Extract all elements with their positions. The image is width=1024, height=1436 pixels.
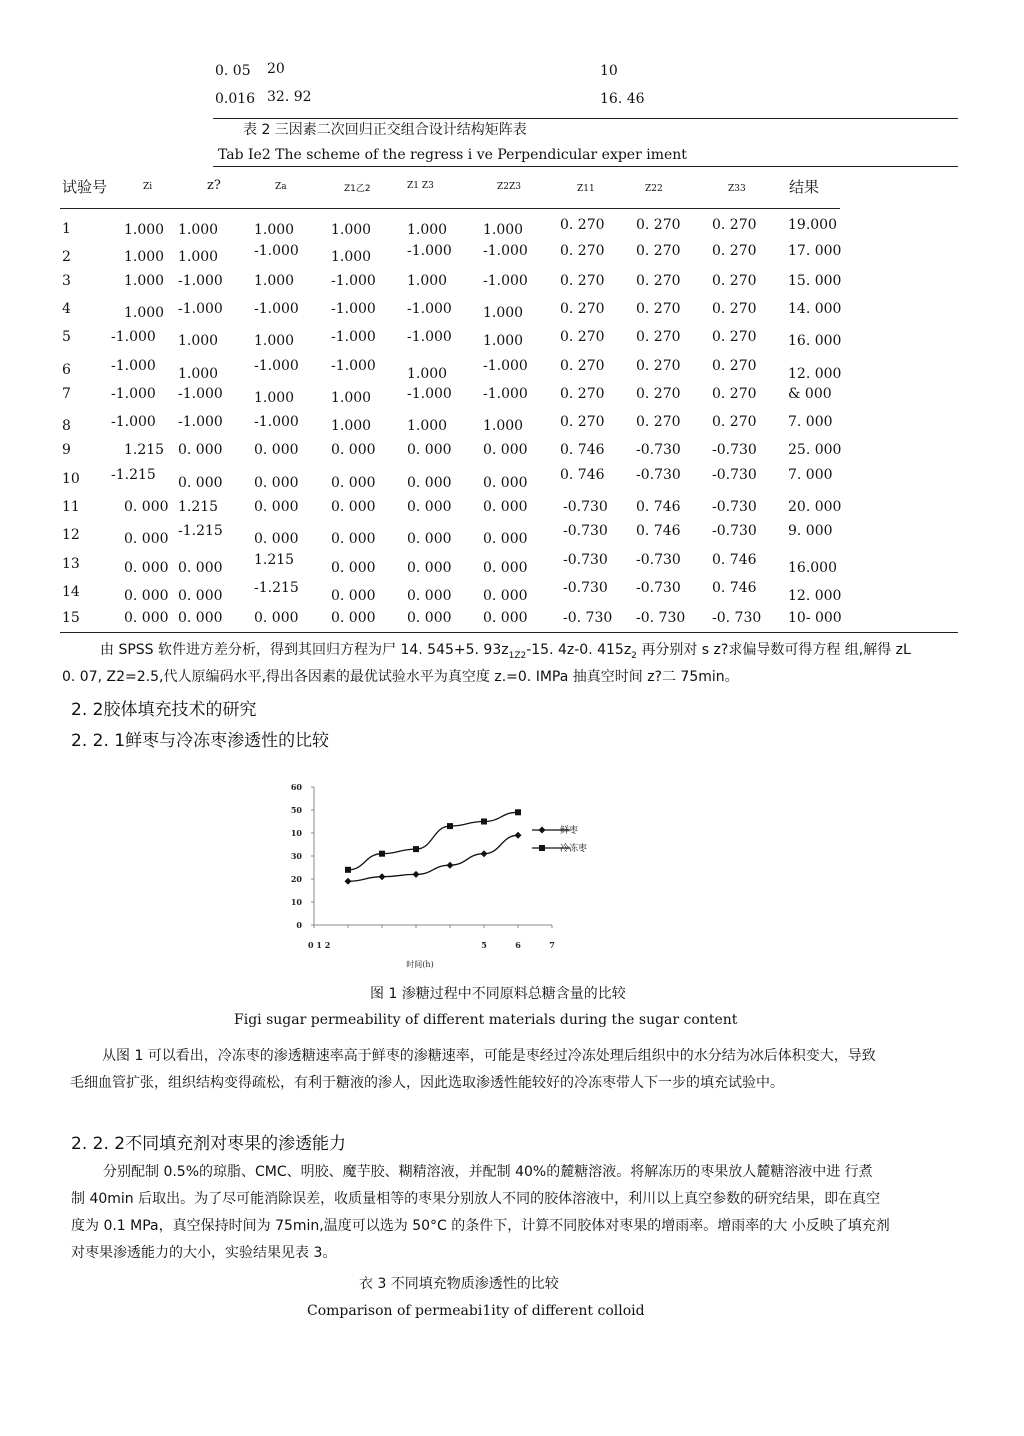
table-cell: 0. 000 bbox=[331, 560, 376, 576]
y-tick-label: 10 bbox=[290, 897, 302, 907]
table-cell: 0. 000 bbox=[483, 531, 528, 547]
table-cell: 0. 270 bbox=[636, 217, 681, 233]
table-cell: -0.730 bbox=[563, 523, 608, 539]
table-cell: 0. 000 bbox=[178, 560, 223, 576]
series-line-1 bbox=[348, 835, 518, 881]
table-cell: 1.000 bbox=[178, 222, 219, 238]
table-cell: -0.730 bbox=[636, 552, 681, 568]
table-cell: 0. 746 bbox=[560, 442, 605, 458]
table-cell: 1.215 bbox=[178, 499, 219, 515]
subscript: 1Z2 bbox=[508, 650, 527, 661]
y-tick-label: 20 bbox=[290, 874, 302, 884]
table-cell: 0. 270 bbox=[636, 414, 681, 430]
x-axis-label: 时间(h) bbox=[406, 960, 434, 969]
column-header: Z11 bbox=[577, 184, 595, 194]
table-cell: -1.000 bbox=[254, 358, 299, 374]
row-number-cell: 15 bbox=[62, 610, 80, 626]
table-cell: 1.000 bbox=[254, 222, 295, 238]
data-point bbox=[481, 819, 487, 825]
table-cell: 0. 000 bbox=[178, 610, 223, 626]
subscript: 2 bbox=[631, 650, 637, 661]
legend-marker bbox=[539, 845, 545, 851]
table-cell: 0. 270 bbox=[560, 386, 605, 402]
table-cell: -0.730 bbox=[563, 580, 608, 596]
table-cell: -1.000 bbox=[483, 273, 528, 289]
table-title-en: Tab Ie2 The scheme of the regress i ve Perpendicular exper iment bbox=[218, 147, 687, 163]
row-number-cell: 7 bbox=[62, 386, 71, 402]
table-cell: -1.000 bbox=[254, 414, 299, 430]
table-cell: 1.000 bbox=[483, 418, 524, 434]
table-cell: 19.000 bbox=[788, 217, 837, 233]
table-cell: 0. 000 bbox=[254, 442, 299, 458]
table-cell: -1.215 bbox=[178, 523, 223, 539]
table-cell: 1.000 bbox=[254, 333, 295, 349]
table-cell: 0. 000 bbox=[407, 610, 452, 626]
table-cell: 0. 000 bbox=[331, 610, 376, 626]
table-cell: 1.000 bbox=[407, 366, 448, 382]
data-point bbox=[447, 862, 454, 869]
cell: 16. 46 bbox=[600, 91, 645, 107]
table-cell: -1.215 bbox=[254, 580, 299, 596]
table-cell: -1.000 bbox=[331, 329, 376, 345]
table-cell: 0. 270 bbox=[560, 243, 605, 259]
table-cell: 0. 000 bbox=[254, 499, 299, 515]
cell: 20 bbox=[267, 61, 285, 77]
column-header: Za bbox=[275, 182, 287, 192]
table-cell: 1.000 bbox=[331, 418, 372, 434]
paragraph-line: 从图 1 可以看出，冷冻枣的渗透糖速率高于鲜枣的渗糖速率，可能是枣经过冷冻处理后组织中的水分结为冰后体积变大，导致 bbox=[102, 1048, 876, 1064]
paragraph-line: 制 40min 后取出。为了尽可能消除误差，收质量相等的枣果分别放人不同的胶体溶液中，利川以上真空参数的研究结果，即在真空 bbox=[71, 1191, 881, 1207]
text: 再分别对 s z?求偏导数可得方程 组,解得 zL bbox=[636, 642, 911, 658]
legend-label: 鲜枣 bbox=[560, 826, 579, 836]
column-header: Z22 bbox=[645, 184, 663, 194]
table-cell: 0. 270 bbox=[636, 386, 681, 402]
table-cell: 0. 000 bbox=[254, 610, 299, 626]
table-cell: 1.215 bbox=[124, 442, 165, 458]
text: 由 SPSS 软件进方差分析，得到其回归方程为尸 14. 545+5. 93z bbox=[100, 642, 509, 658]
cell: 0.016 bbox=[215, 91, 256, 107]
table-cell: 0. 270 bbox=[712, 243, 757, 259]
table-cell: 1.000 bbox=[331, 390, 372, 406]
table-cell: -1.000 bbox=[407, 243, 452, 259]
table-cell: 10- 000 bbox=[788, 610, 842, 626]
y-tick-label: 60 bbox=[290, 782, 302, 792]
x-tick-label: 5 bbox=[481, 940, 487, 950]
table-cell: -1.000 bbox=[331, 358, 376, 374]
column-header: Zi bbox=[143, 182, 153, 192]
data-point bbox=[447, 823, 453, 829]
table-cell: 0. 270 bbox=[636, 301, 681, 317]
table-cell: 9. 000 bbox=[788, 523, 833, 539]
table-rule bbox=[213, 166, 958, 167]
row-number-cell: 10 bbox=[62, 471, 80, 487]
table-cell: & 000 bbox=[788, 386, 832, 402]
table-cell: 0. 000 bbox=[124, 588, 169, 604]
table-cell: 7. 000 bbox=[788, 467, 833, 483]
table-cell: -0.730 bbox=[712, 467, 757, 483]
table-cell: 1.000 bbox=[407, 273, 448, 289]
table-cell: -1.215 bbox=[111, 467, 156, 483]
table-cell: 0. 270 bbox=[712, 273, 757, 289]
table-cell: 1.000 bbox=[407, 222, 448, 238]
table-cell: -1.000 bbox=[111, 329, 156, 345]
subsection-heading: 2. 2. 1鲜枣与冷冻枣渗透性的比较 bbox=[71, 731, 330, 751]
table-cell: 0. 746 bbox=[636, 499, 681, 515]
table-cell: -1.000 bbox=[331, 301, 376, 317]
table-cell: 12. 000 bbox=[788, 588, 842, 604]
table-cell: 1.000 bbox=[178, 249, 219, 265]
data-point bbox=[515, 832, 522, 839]
table-cell: -1.000 bbox=[178, 386, 223, 402]
table-cell: 0. 746 bbox=[560, 467, 605, 483]
table-cell: 0. 000 bbox=[331, 499, 376, 515]
paragraph-line: 对枣果渗透能力的大小，实验结果见表 3。 bbox=[71, 1245, 337, 1261]
table-cell: 0. 000 bbox=[483, 610, 528, 626]
table-cell: 25. 000 bbox=[788, 442, 842, 458]
table-cell: -0. 730 bbox=[563, 610, 613, 626]
column-header: z? bbox=[207, 178, 221, 193]
table-cell: 0. 000 bbox=[254, 475, 299, 491]
column-header: 试验号 bbox=[62, 178, 108, 196]
table-cell: 0. 270 bbox=[712, 301, 757, 317]
y-tick-label: 0 bbox=[296, 920, 302, 930]
row-number-cell: 1 bbox=[62, 221, 71, 237]
paragraph-line: 度为 0.1 MPa，真空保持时间为 75min,温度可以选为 50°C 的条件下，计算不同胶体对枣果的增雨率。增雨率的大 小反映了填充剂 bbox=[71, 1218, 890, 1234]
table-cell: 0. 000 bbox=[124, 560, 169, 576]
table-cell: -1.000 bbox=[111, 414, 156, 430]
table-cell: 0. 000 bbox=[331, 475, 376, 491]
table-cell: -1.000 bbox=[407, 301, 452, 317]
table-cell: 12. 000 bbox=[788, 366, 842, 382]
row-number-cell: 5 bbox=[62, 329, 71, 345]
table-cell: 0. 000 bbox=[407, 475, 452, 491]
paragraph-line: 分别配制 0.5%的琼脂、CMC、明胶、魔芋胶、糊精溶液，并配制 40%的麓糖溶液。将解冻历的枣果放人麓糖溶液中进 行煮 bbox=[103, 1164, 873, 1180]
table-cell: 16. 000 bbox=[788, 333, 842, 349]
x-tick-label: 7 bbox=[549, 940, 555, 950]
row-number-cell: 4 bbox=[62, 301, 71, 317]
text: -15. 4z-0. 415z bbox=[526, 642, 632, 658]
table-cell: 0. 000 bbox=[483, 588, 528, 604]
row-number-cell: 13 bbox=[62, 556, 80, 572]
data-point bbox=[481, 850, 488, 857]
table-cell: -1.000 bbox=[483, 243, 528, 259]
column-header: Z1 Z3 bbox=[407, 181, 434, 191]
table-cell: 0. 000 bbox=[483, 475, 528, 491]
table-cell: -1.000 bbox=[178, 414, 223, 430]
table-cell: -0. 730 bbox=[636, 610, 686, 626]
table-cell: 0. 000 bbox=[407, 442, 452, 458]
table-cell: -0.730 bbox=[563, 499, 608, 515]
cell: 10 bbox=[600, 63, 618, 79]
table-cell: -1.000 bbox=[331, 273, 376, 289]
table-cell: 1.000 bbox=[331, 249, 372, 265]
table-cell: 0. 270 bbox=[636, 273, 681, 289]
table-cell: 7. 000 bbox=[788, 414, 833, 430]
table-cell: 0. 000 bbox=[483, 442, 528, 458]
data-point bbox=[413, 871, 420, 878]
table-cell: 0. 746 bbox=[636, 523, 681, 539]
table-rule bbox=[60, 632, 958, 633]
table-cell: 0. 000 bbox=[483, 499, 528, 515]
table-cell: 1.000 bbox=[124, 249, 165, 265]
table-cell: 1.000 bbox=[124, 305, 165, 321]
row-number-cell: 14 bbox=[62, 584, 80, 600]
table-cell: 0. 000 bbox=[407, 560, 452, 576]
table-cell: 16.000 bbox=[788, 560, 837, 576]
table-cell: 1.000 bbox=[124, 273, 165, 289]
table-cell: 0. 000 bbox=[254, 531, 299, 547]
table-cell: 1.000 bbox=[178, 333, 219, 349]
data-point bbox=[345, 878, 352, 885]
table-cell: -0.730 bbox=[636, 467, 681, 483]
data-point bbox=[413, 846, 419, 852]
table-cell: 0. 270 bbox=[712, 386, 757, 402]
table-cell: 0. 270 bbox=[712, 329, 757, 345]
row-number-cell: 12 bbox=[62, 527, 80, 543]
table-cell: -1.000 bbox=[111, 386, 156, 402]
table-cell: 14. 000 bbox=[788, 301, 842, 317]
table-cell: 1.000 bbox=[483, 333, 524, 349]
table-cell: -1.000 bbox=[178, 301, 223, 317]
table-cell: 0. 000 bbox=[178, 588, 223, 604]
table-cell: 0. 000 bbox=[124, 531, 169, 547]
table-cell: 1.000 bbox=[483, 222, 524, 238]
column-header: Z33 bbox=[728, 184, 746, 194]
table-cell: 0. 270 bbox=[636, 243, 681, 259]
table-cell: -0.730 bbox=[712, 442, 757, 458]
table-cell: 1.215 bbox=[254, 552, 295, 568]
table-cell: -0.730 bbox=[563, 552, 608, 568]
table-cell: 0. 270 bbox=[560, 329, 605, 345]
data-point bbox=[379, 851, 385, 857]
subsection-heading: 2. 2. 2不同填充剂对枣果的渗透能力 bbox=[71, 1134, 347, 1154]
row-number-cell: 11 bbox=[62, 499, 80, 515]
table-cell: 0. 000 bbox=[178, 475, 223, 491]
table-cell: 0. 270 bbox=[712, 358, 757, 374]
table-cell: -0.730 bbox=[636, 580, 681, 596]
row-number-cell: 9 bbox=[62, 442, 71, 458]
y-tick-label: 10 bbox=[290, 828, 302, 838]
row-number-cell: 2 bbox=[62, 249, 71, 265]
column-header: Z1乙2 bbox=[344, 184, 371, 194]
table-cell: 20. 000 bbox=[788, 499, 842, 515]
table-cell: 0. 270 bbox=[560, 301, 605, 317]
table-cell: 0. 000 bbox=[483, 560, 528, 576]
section-heading: 2. 2胶体填充技术的研究 bbox=[71, 700, 257, 720]
table-cell: -1.000 bbox=[178, 273, 223, 289]
table-cell: 1.000 bbox=[331, 222, 372, 238]
table-cell: 0. 000 bbox=[407, 499, 452, 515]
table-cell: 0. 000 bbox=[331, 588, 376, 604]
cell: 0. 05 bbox=[215, 63, 251, 79]
legend-label: 冷冻枣 bbox=[560, 844, 588, 854]
data-point bbox=[379, 873, 386, 880]
table-cell: 0. 270 bbox=[712, 217, 757, 233]
table-title-en: Comparison of permeabi1ity of different colloid bbox=[307, 1303, 645, 1319]
table-cell: -1.000 bbox=[407, 329, 452, 345]
table-cell: -1.000 bbox=[483, 358, 528, 374]
series-line-2 bbox=[348, 812, 518, 870]
table-cell: -1.000 bbox=[254, 243, 299, 259]
y-tick-label: 50 bbox=[290, 805, 302, 815]
row-number-cell: 3 bbox=[62, 273, 71, 289]
table-cell: 1.000 bbox=[254, 273, 295, 289]
table-cell: 0. 746 bbox=[712, 552, 757, 568]
table-rule bbox=[60, 208, 840, 209]
cell: 32. 92 bbox=[267, 89, 312, 105]
table-cell: 0. 000 bbox=[407, 588, 452, 604]
table-cell: 0. 270 bbox=[560, 273, 605, 289]
table-cell: -1.000 bbox=[254, 301, 299, 317]
table-cell: 0. 270 bbox=[560, 217, 605, 233]
table-cell: -0. 730 bbox=[712, 610, 762, 626]
row-number-cell: 6 bbox=[62, 362, 71, 378]
legend-marker bbox=[539, 827, 546, 834]
table-cell: 1.000 bbox=[483, 305, 524, 321]
y-tick-label: 30 bbox=[290, 851, 302, 861]
table-cell: 0. 746 bbox=[712, 580, 757, 596]
table-title-cn: 表 2 三因素二次回归正交组合设计结构矩阵表 bbox=[243, 122, 527, 138]
table-cell: 0. 000 bbox=[331, 531, 376, 547]
column-header: Z2Z3 bbox=[497, 182, 521, 192]
row-number-cell: 8 bbox=[62, 418, 71, 434]
table-cell: 0. 270 bbox=[712, 414, 757, 430]
data-point bbox=[345, 867, 351, 873]
figure-caption-en: Figi sugar permeability of different materials during the sugar content bbox=[234, 1012, 738, 1028]
table-cell: 0. 270 bbox=[560, 358, 605, 374]
table-cell: -1.000 bbox=[111, 358, 156, 374]
table-cell: -1.000 bbox=[483, 386, 528, 402]
table-cell: 1.000 bbox=[407, 418, 448, 434]
table-cell: 17. 000 bbox=[788, 243, 842, 259]
table-cell: 15. 000 bbox=[788, 273, 842, 289]
figure-caption-cn: 图 1 渗糖过程中不同原料总糖含量的比较 bbox=[370, 986, 626, 1002]
table-cell: 0. 000 bbox=[407, 531, 452, 547]
table-cell: -0.730 bbox=[712, 499, 757, 515]
table-cell: 0. 270 bbox=[636, 329, 681, 345]
paragraph-line: 毛细血管扩张，组织结构变得疏松，有利于糖液的渗人，因此选取渗透性能较好的冷冻枣带人下一步的填充试验中。 bbox=[70, 1075, 784, 1091]
table-cell: 1.000 bbox=[124, 222, 165, 238]
table-cell: -1.000 bbox=[407, 386, 452, 402]
x-tick-label: 0 1 2 bbox=[308, 940, 331, 950]
data-point bbox=[515, 809, 521, 815]
table-cell: 1.000 bbox=[254, 390, 295, 406]
table-cell: 0. 000 bbox=[331, 442, 376, 458]
column-header: 结果 bbox=[789, 178, 820, 196]
table-cell: 0. 000 bbox=[178, 442, 223, 458]
paragraph-line: 0. 07, Z2=2.5,代人原编码水平,得出各因素的最优试验水平为真空度 z.=0. IMPa 抽真空时间 z?二 75min。 bbox=[62, 669, 739, 685]
table-cell: 1.000 bbox=[178, 366, 219, 382]
table-title-cn: 衣 3 不同填充物质渗透性的比较 bbox=[359, 1276, 559, 1292]
table-cell: -0.730 bbox=[636, 442, 681, 458]
table-cell: 0. 270 bbox=[560, 414, 605, 430]
table-cell: -0.730 bbox=[712, 523, 757, 539]
x-tick-label: 6 bbox=[515, 940, 521, 950]
table-cell: 0. 270 bbox=[636, 358, 681, 374]
table-cell: 0. 000 bbox=[124, 610, 169, 626]
table-cell: 0. 000 bbox=[124, 499, 169, 515]
line-chart bbox=[280, 775, 620, 975]
